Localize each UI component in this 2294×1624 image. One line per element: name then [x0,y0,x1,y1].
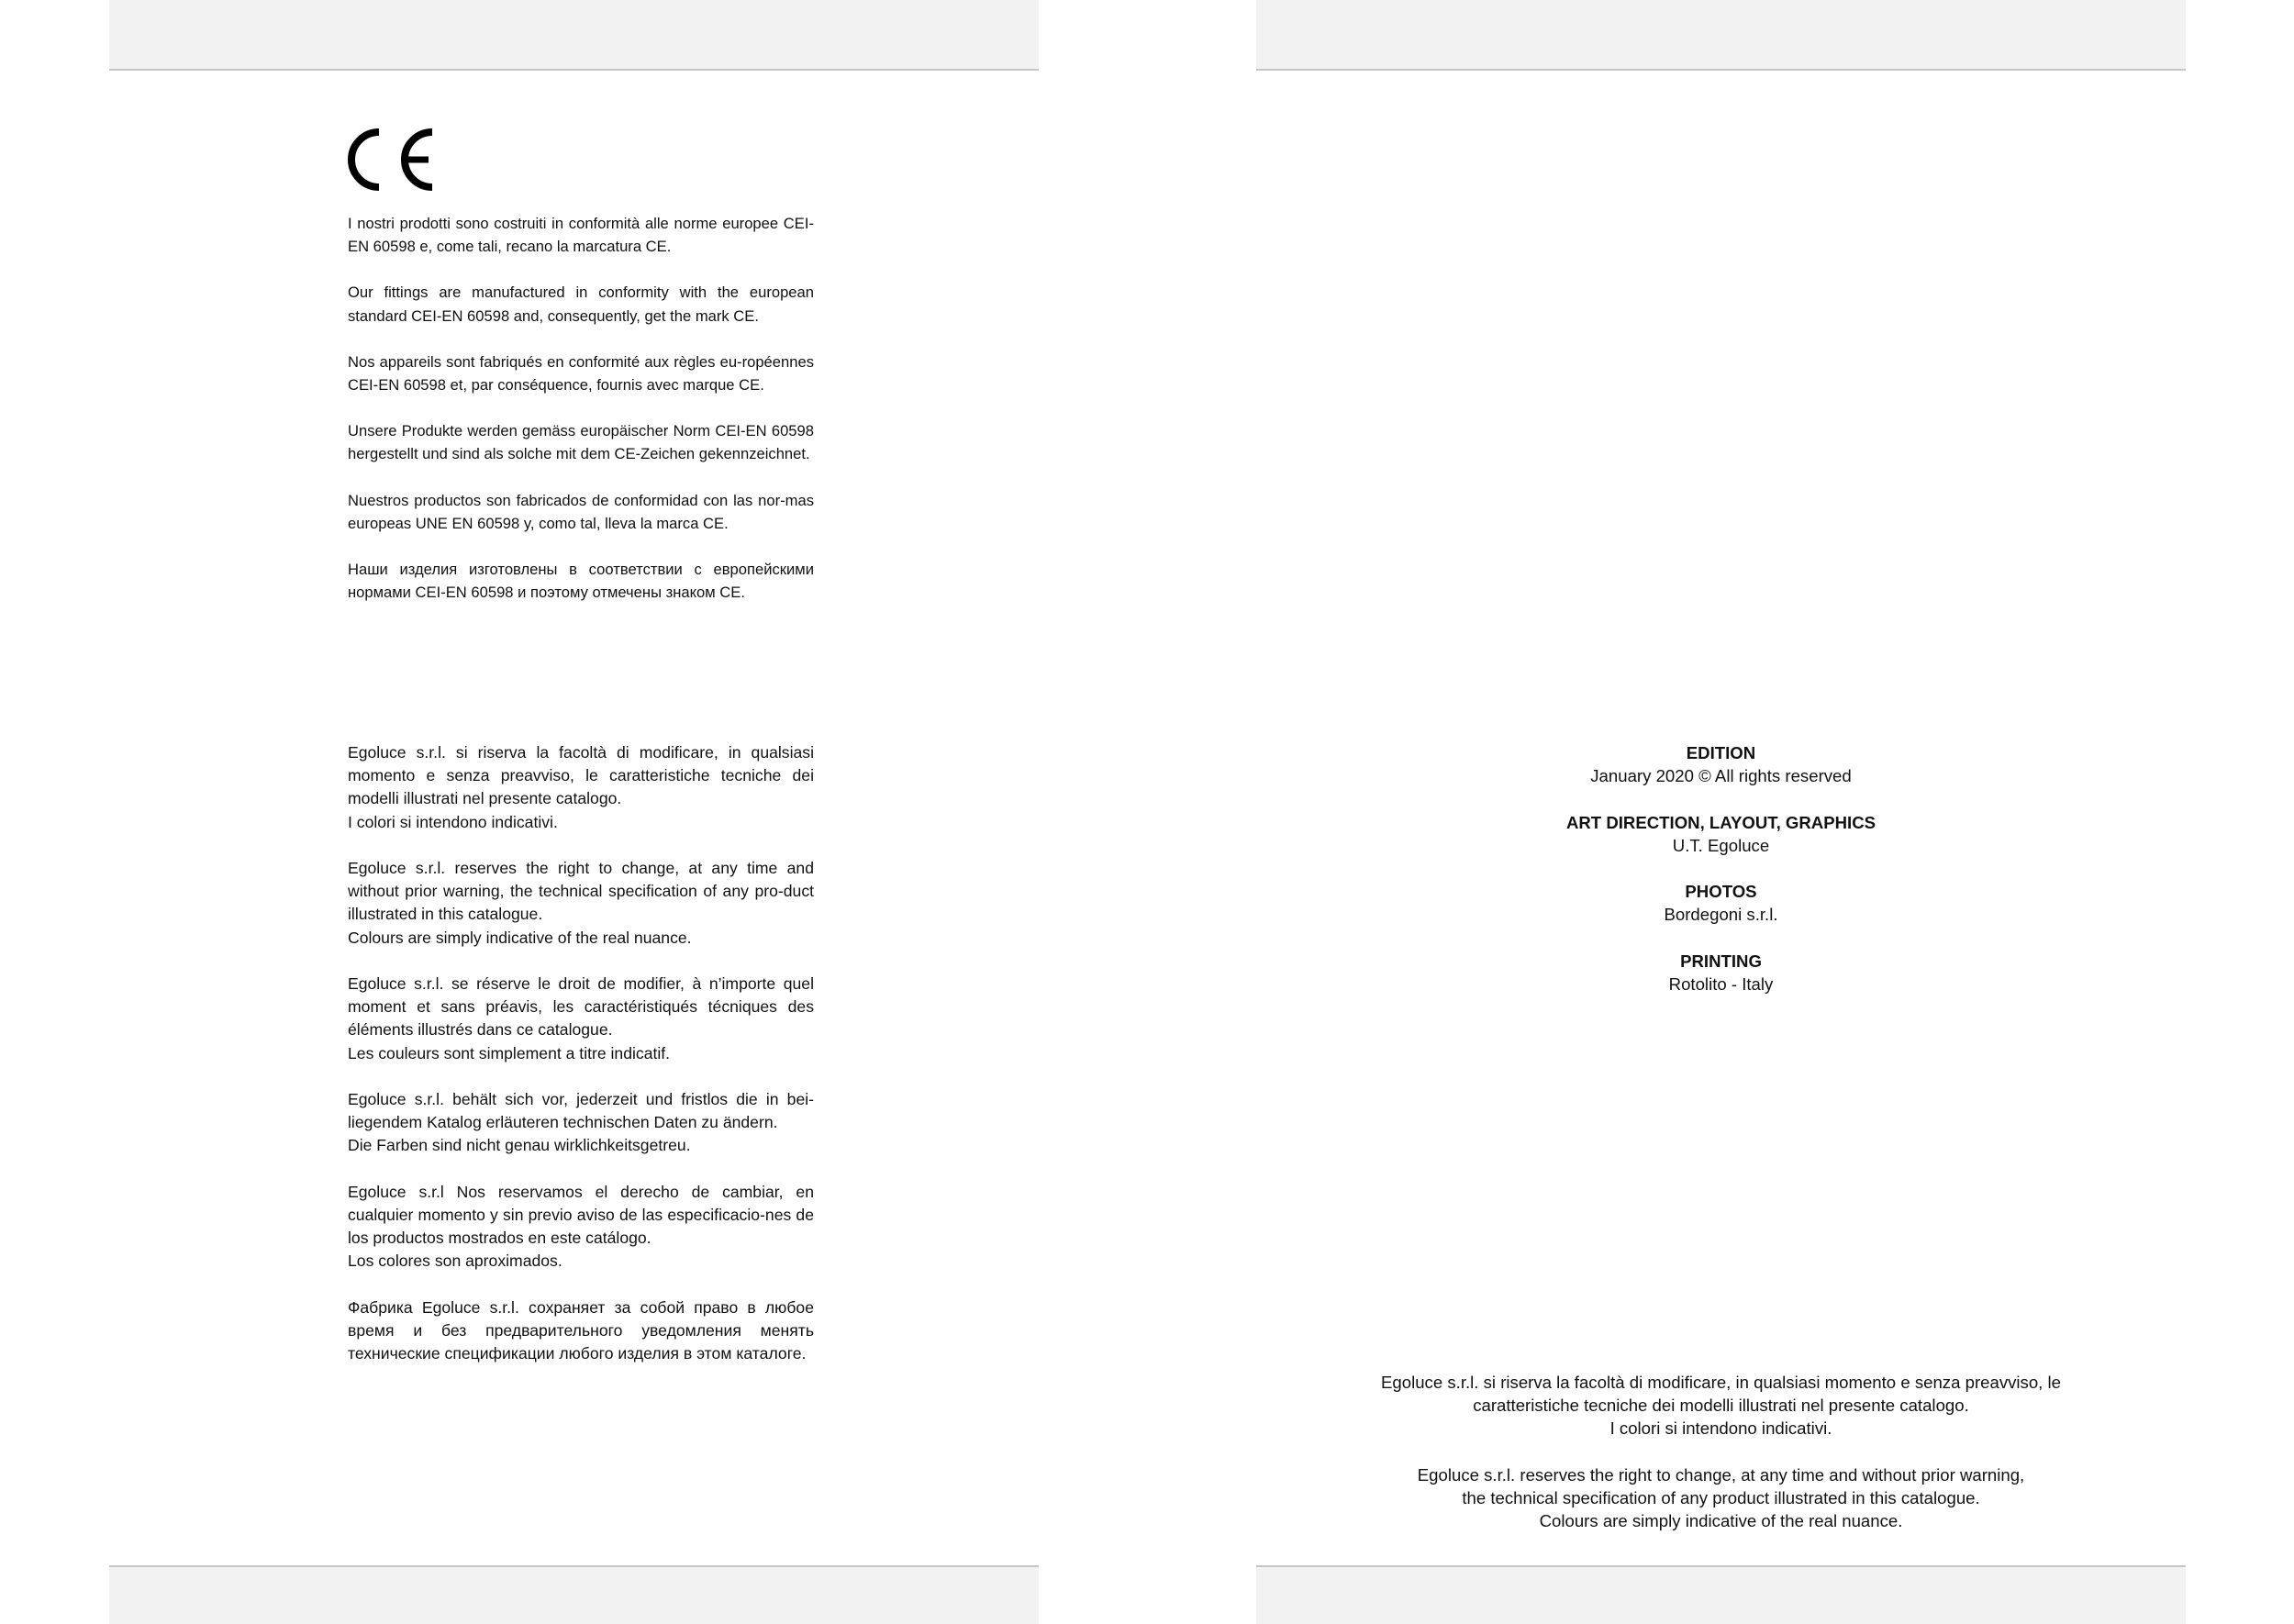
page-footer-band [109,1565,1039,1624]
credit-label: ART DIRECTION, LAYOUT, GRAPHICS [1565,812,1876,832]
disclaimer-notices [348,741,814,1389]
ce-notice-french: Nos appareils sont fabriqués en conformité aux règles eu-ropéennes CEI-EN 60598 et, par conséquence, fournis avec marque CE. [348,352,814,395]
disclaimer-italian: Egoluce s.r.l. si riserva la facoltà di modificare, in qualsiasi momento e senza preavviso, le caratteristiche tecniche dei modelli illustrati nel presente catalogo. I colori si intendono indicativi. [348,743,814,831]
disclaimer-french: Egoluce s.r.l. se réserve le droit de modifier, à n’importe quel moment et sans préavis, les caractéristiqués técniques des éléments illustrés dans ce catalogue. Les couleurs sont simplement a titre indicatif. [348,974,814,1062]
disclaimer-spanish: Egoluce s.r.l Nos reservamos el derecho de cambiar, en cualquier momento y sin previo aviso de las especificacio-nes de los productos mostrados en este catálogo. Los colores son aproximados. [348,1182,814,1271]
credit-label: PHOTOS [1685,882,1757,902]
page-footer-band [1256,1565,2186,1624]
page-header-band [1256,0,2186,71]
credit-label: EDITION [1686,743,1756,762]
ce-mark-logo [348,127,440,193]
left-page [109,0,1039,1622]
ce-notice-italian: I nostri prodotti sono costruiti in conformità alle norme europee CEI-EN 60598 e, come tali, recano la marcatura CE. [348,215,814,256]
colophon-credits [1256,741,2186,1018]
credit-value: Rotolito - Italy [1668,973,1774,994]
footer-disclaimer-english: Egoluce s.r.l. reserves the right to change, at any time and without prior warning, the technical specification of any product illustrated in this catalogue. Colours are simply indicative of the real nuance. [1417,1464,2025,1531]
credit-photos [1256,880,2186,926]
footer-disclaimers [1293,1371,2149,1556]
right-page [1256,0,2186,1622]
ce-notice-spanish: Nuestros productos son fabricados de conformidad con las nor-mas europeas UNE EN 60598 y, como tal, lleva la marca CE. [348,491,814,532]
ce-notice-english: Our fittings are manufactured in conformity with the european standard CEI-EN 60598 and, consequently, get the mark CE. [348,284,814,325]
credit-value: Bordegoni s.r.l. [1664,905,1778,925]
disclaimer-german: Egoluce s.r.l. behält sich vor, jederzeit und fristlos die in bei-liegendem Katalog erläuteren technischen Daten zu ändern. Die Farben sind nicht genau wirklichkeitsgetreu. [348,1090,814,1155]
credit-printing [1256,950,2186,996]
ce-conformity-notices [348,212,814,627]
credit-art-direction [1256,811,2186,857]
ce-notice-russian: Наши изделия изготовлены в соответствии с европейскими нормами CEI-EN 60598 и поэтому отмечены знаком CE. [348,561,814,602]
credit-value: January 2020 © All rights reserved [1590,766,1852,786]
footer-disclaimer-italian: Egoluce s.r.l. si riserva la facoltà di modificare, in qualsiasi momento e senza preavviso, le caratteristiche tecniche dei modelli illustrati nel presente catalogo. I colori si intendono indicativi. [1381,1373,2061,1439]
page-header-band [109,0,1039,71]
ce-notice-german: Unsere Produkte werden gemäss europäischer Norm CEI-EN 60598 hergestellt und sind als solche mit dem CE-Zeichen gekennzeichnet. [348,422,814,463]
credit-edition [1256,741,2186,787]
credit-value: U.T. Egoluce [1672,835,1770,855]
credit-label: PRINTING [1680,951,1762,971]
disclaimer-russian: Фабрика Egoluce s.r.l. сохраняет за собой право в любое время и без предварительного уведомления менять технические спецификации любого изделия в этом каталоге. [348,1297,814,1363]
disclaimer-english: Egoluce s.r.l. reserves the right to change, at any time and without prior warning, the technical specification of any pro-duct illustrated in this catalogue. Colours are simply indicative of the real nuance. [348,859,814,947]
